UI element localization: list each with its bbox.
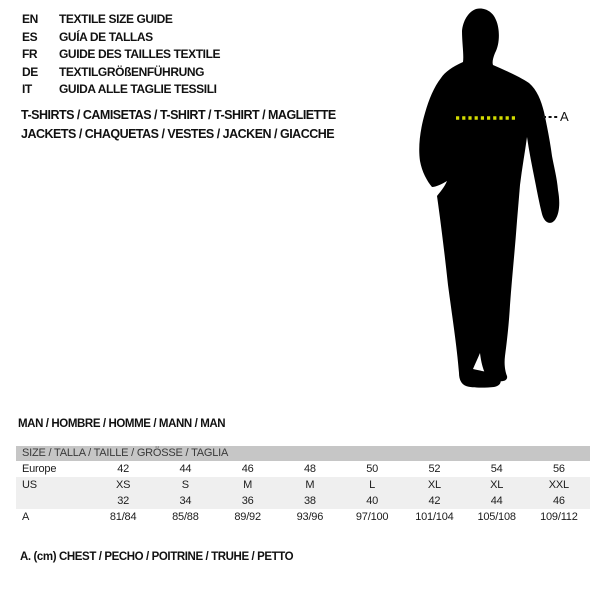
language-title: GUÍA DE TALLAS	[59, 29, 153, 44]
size-cell: 46	[241, 463, 254, 475]
size-cell: 101/104	[415, 511, 454, 523]
language-code: FR	[22, 47, 38, 62]
size-cell: 52	[428, 463, 441, 475]
table-row-chest-a	[16, 509, 590, 525]
size-cell: 93/96	[296, 511, 324, 523]
size-cell: 81/84	[109, 511, 137, 523]
language-row	[22, 11, 220, 29]
garment-category-heading	[21, 106, 336, 143]
measurement-footnote: A. (cm) CHEST / PECHO / POITRINE / TRUHE / PETTO	[20, 551, 294, 563]
size-cell: 40	[366, 495, 379, 507]
size-cell: XXL	[548, 479, 569, 491]
language-list	[22, 11, 220, 99]
size-cell: 56	[552, 463, 565, 475]
size-cell: 109/112	[540, 511, 578, 523]
language-title: GUIDA ALLE TAGLIE TESSILI	[59, 82, 217, 97]
man-silhouette-shape	[419, 9, 559, 388]
size-cell: 89/92	[234, 511, 261, 523]
size-table-header: SIZE / TALLA / TAILLE / GRÖSSE / TAGLIA	[16, 446, 590, 461]
size-cell: 46	[552, 495, 565, 507]
size-cell: 97/100	[355, 511, 389, 523]
language-code: DE	[22, 64, 38, 79]
measure-label-a: A	[560, 109, 569, 124]
row-label: US	[22, 479, 37, 491]
size-cell: 32	[117, 495, 130, 507]
language-row	[22, 81, 220, 99]
size-cell: 85/88	[172, 511, 199, 523]
size-table	[16, 446, 590, 525]
language-row	[22, 64, 220, 82]
size-cell: XS	[115, 479, 131, 491]
language-code: IT	[22, 82, 32, 97]
row-label: Europe	[22, 463, 57, 475]
size-cell: XL	[490, 479, 504, 491]
language-code: EN	[22, 12, 38, 26]
size-cell: 42	[428, 495, 441, 507]
size-cell: 44	[490, 495, 503, 507]
size-cell: 34	[179, 495, 192, 507]
table-row-us-numeric	[16, 493, 590, 509]
garment-category-line2: JACKETS / CHAQUETAS / VESTES / JACKEN / GIACCHE	[21, 126, 335, 141]
language-code: ES	[22, 29, 38, 44]
language-title: TEXTILE SIZE GUIDE	[59, 12, 173, 26]
table-row-europe	[16, 461, 590, 477]
size-cell: L	[369, 479, 376, 491]
size-cell: 38	[303, 495, 316, 507]
row-label: A	[22, 511, 30, 523]
man-silhouette-figure	[390, 0, 600, 410]
language-title: GUIDE DES TAILLES TEXTILE	[59, 47, 221, 62]
size-cell: 36	[241, 495, 254, 507]
garment-category-line1: T-SHIRTS / CAMISETAS / T-SHIRT / T-SHIRT / MAGLIETTE	[21, 108, 336, 122]
size-cell: XL	[427, 479, 441, 491]
language-row	[22, 46, 220, 64]
gender-section-heading: MAN / HOMBRE / HOMME / MANN / MAN	[18, 418, 226, 430]
language-row	[22, 29, 220, 47]
size-cell: M	[243, 479, 253, 491]
size-cell: 44	[179, 463, 192, 475]
size-cell: S	[181, 479, 189, 491]
size-cell: M	[305, 479, 315, 491]
size-cell: 54	[490, 463, 503, 475]
language-title: TEXTILGRÖßENFÜHRUNG	[59, 64, 205, 79]
size-cell: 42	[117, 463, 130, 475]
man-silhouette-svg	[390, 0, 600, 410]
row-label	[16, 493, 92, 509]
size-cell: 48	[303, 463, 316, 475]
size-cell: 50	[366, 463, 379, 475]
size-cell: 105/108	[477, 511, 516, 523]
table-row-us	[16, 477, 590, 493]
